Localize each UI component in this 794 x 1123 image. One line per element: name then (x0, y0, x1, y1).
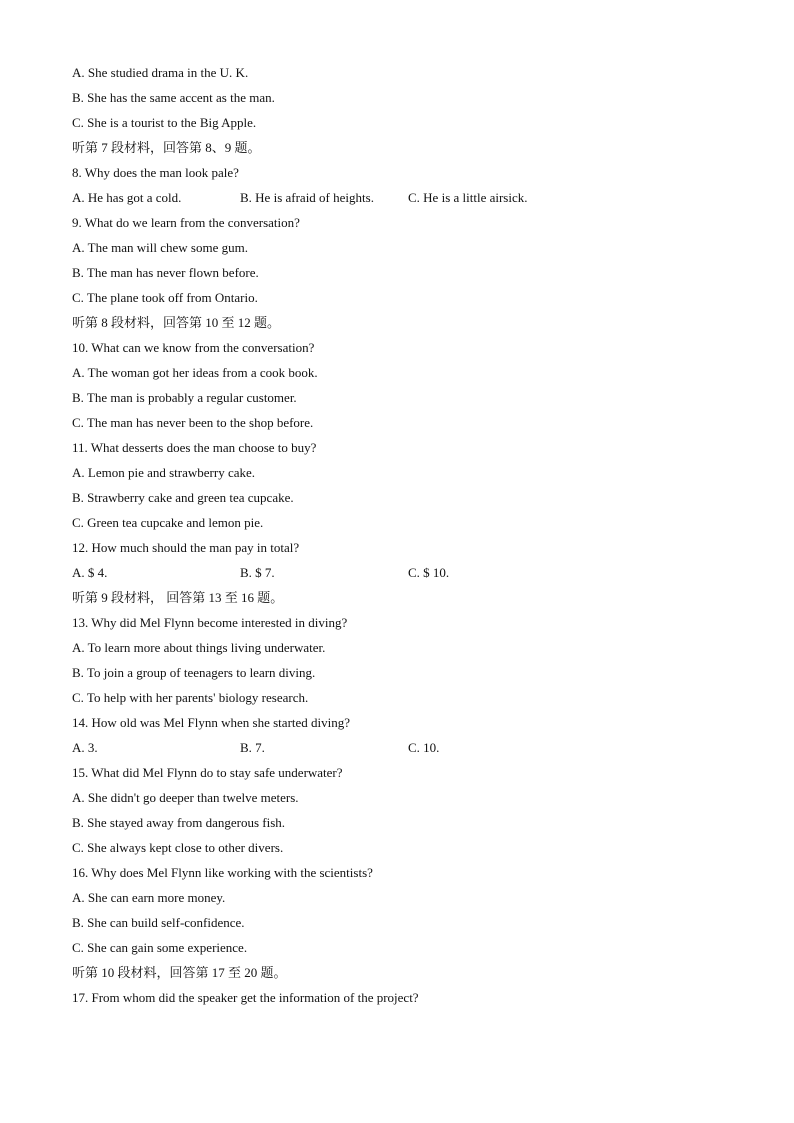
answer-option: B. $ 7. (240, 565, 275, 580)
answer-option: A. To learn more about things living underwater. (72, 640, 326, 655)
answer-option: A. He has got a cold. (72, 190, 182, 205)
answer-option: C. He is a little airsick. (408, 190, 528, 205)
answer-option: A. 3. (72, 740, 98, 755)
question-text: 12. How much should the man pay in total? (72, 540, 300, 555)
answer-option: B. She can build self-confidence. (72, 915, 245, 930)
answer-option: B. He is afraid of heights. (240, 190, 374, 205)
question-text: 16. Why does Mel Flynn like working with the scientists? (72, 865, 373, 880)
question-text: 15. What did Mel Flynn do to stay safe underwater? (72, 765, 343, 780)
answer-option: C. The man has never been to the shop before. (72, 415, 314, 430)
answer-option: B. 7. (240, 740, 265, 755)
answer-options-row (72, 564, 732, 589)
answer-option: A. She studied drama in the U. K. (72, 65, 249, 80)
answer-option: B. She stayed away from dangerous fish. (72, 815, 286, 830)
question-text: 13. Why did Mel Flynn become interested in diving? (72, 615, 348, 630)
question-text: 8. Why does the man look pale? (72, 165, 239, 180)
answer-option: A. She can earn more money. (72, 890, 226, 905)
answer-option: C. 10. (408, 740, 440, 755)
answer-option: C. She can gain some experience. (72, 940, 248, 955)
document-content (72, 64, 732, 1014)
answer-option: B. Strawberry cake and green tea cupcake. (72, 490, 294, 505)
answer-option: C. To help with her parents' biology research. (72, 690, 309, 705)
answer-option: A. She didn't go deeper than twelve meters. (72, 790, 299, 805)
answer-option: B. The man has never flown before. (72, 265, 259, 280)
answer-option: A. $ 4. (72, 565, 108, 580)
answer-option: B. The man is probably a regular customer. (72, 390, 297, 405)
answer-option: A. The man will chew some gum. (72, 240, 248, 255)
answer-option: B. To join a group of teenagers to learn diving. (72, 665, 316, 680)
answer-options-row (72, 189, 732, 214)
question-text: 14. How old was Mel Flynn when she started diving? (72, 715, 351, 730)
answer-option: C. She always kept close to other divers. (72, 840, 284, 855)
section-instruction: 听第 7 段材料，回答第 8、9 题。 (72, 140, 261, 155)
answer-option: C. $ 10. (408, 565, 450, 580)
answer-option: A. Lemon pie and strawberry cake. (72, 465, 256, 480)
answer-option: C. The plane took off from Ontario. (72, 290, 258, 305)
answer-option: B. She has the same accent as the man. (72, 90, 275, 105)
question-text: 9. What do we learn from the conversation? (72, 215, 300, 230)
question-text: 10. What can we know from the conversation? (72, 340, 315, 355)
question-text: 11. What desserts does the man choose to buy? (72, 440, 317, 455)
section-instruction: 听第 9 段材料， 回答第 13 至 16 题。 (72, 590, 284, 605)
answer-option: A. The woman got her ideas from a cook book. (72, 365, 318, 380)
answer-options-row (72, 739, 732, 764)
answer-option: C. She is a tourist to the Big Apple. (72, 115, 257, 130)
question-text: 17. From whom did the speaker get the information of the project? (72, 990, 419, 1005)
answer-option: C. Green tea cupcake and lemon pie. (72, 515, 264, 530)
section-instruction: 听第 10 段材料，回答第 17 至 20 题。 (72, 965, 287, 980)
section-instruction: 听第 8 段材料，回答第 10 至 12 题。 (72, 315, 281, 330)
